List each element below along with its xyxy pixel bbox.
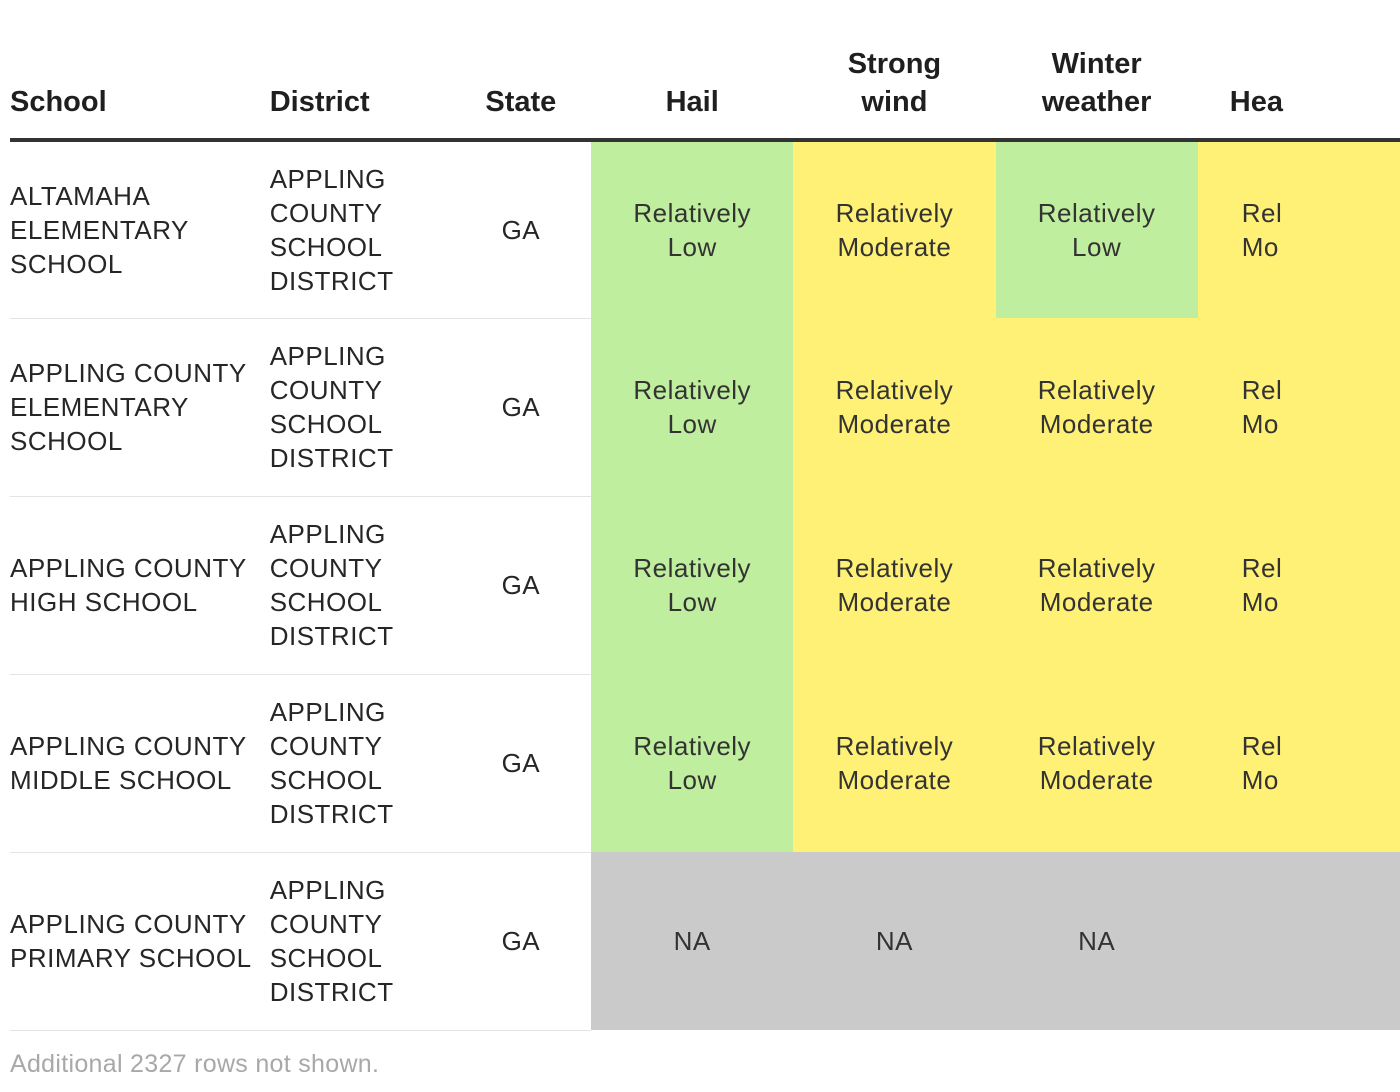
cell-winter-weather: Relatively Moderate: [996, 318, 1198, 496]
header-school[interactable]: School: [10, 40, 270, 140]
rows-not-shown-note: Additional 2327 rows not shown.: [10, 1050, 380, 1078]
header-strong-wind[interactable]: Strong wind: [793, 40, 995, 140]
risk-table: [10, 40, 1400, 1031]
cell-winter-weather: NA: [996, 852, 1198, 1030]
table-row: [10, 674, 1400, 852]
cell-school: APPLING COUNTY MIDDLE SCHOOL: [10, 674, 270, 852]
table-row: [10, 852, 1400, 1030]
table-row: [10, 318, 1400, 496]
cell-strong-wind: Relatively Moderate: [793, 496, 995, 674]
table-row: [10, 496, 1400, 674]
cell-state: GA: [451, 140, 591, 318]
cell-winter-weather: Relatively Moderate: [996, 674, 1198, 852]
cell-district: APPLING COUNTY SCHOOL DISTRICT: [270, 140, 451, 318]
cell-district: APPLING COUNTY SCHOOL DISTRICT: [270, 674, 451, 852]
header-winter-weather[interactable]: Winter weather: [996, 40, 1198, 140]
cell-hail: Relatively Low: [591, 140, 793, 318]
cell-heat: Rel Mo: [1198, 496, 1400, 674]
cell-district: APPLING COUNTY SCHOOL DISTRICT: [270, 318, 451, 496]
cell-school: APPLING COUNTY PRIMARY SCHOOL: [10, 852, 270, 1030]
cell-school: APPLING COUNTY ELEMENTARY SCHOOL: [10, 318, 270, 496]
cell-heat: Rel Mo: [1198, 140, 1400, 318]
header-state[interactable]: State: [451, 40, 591, 140]
table-row: [10, 140, 1400, 318]
cell-state: GA: [451, 674, 591, 852]
header-row: [10, 40, 1400, 140]
table-viewport[interactable]: [10, 0, 1283, 1092]
cell-winter-weather: Relatively Low: [996, 140, 1198, 318]
cell-strong-wind: Relatively Moderate: [793, 140, 995, 318]
cell-strong-wind: Relatively Moderate: [793, 318, 995, 496]
cell-district: APPLING COUNTY SCHOOL DISTRICT: [270, 852, 451, 1030]
cell-state: GA: [451, 852, 591, 1030]
cell-strong-wind: Relatively Moderate: [793, 674, 995, 852]
cell-state: GA: [451, 496, 591, 674]
cell-hail: Relatively Low: [591, 674, 793, 852]
cell-winter-weather: Relatively Moderate: [996, 496, 1198, 674]
cell-hail: NA: [591, 852, 793, 1030]
header-district[interactable]: District: [270, 40, 451, 140]
cell-school: APPLING COUNTY HIGH SCHOOL: [10, 496, 270, 674]
cell-school: ALTAMAHA ELEMENTARY SCHOOL: [10, 140, 270, 318]
cell-heat: Rel Mo: [1198, 318, 1400, 496]
cell-state: GA: [451, 318, 591, 496]
cell-heat: Rel Mo: [1198, 674, 1400, 852]
cell-district: APPLING COUNTY SCHOOL DISTRICT: [270, 496, 451, 674]
cell-heat: [1198, 852, 1400, 1030]
cell-strong-wind: NA: [793, 852, 995, 1030]
cell-hail: Relatively Low: [591, 318, 793, 496]
cell-hail: Relatively Low: [591, 496, 793, 674]
header-heat[interactable]: Hea: [1198, 40, 1400, 140]
header-hail[interactable]: Hail: [591, 40, 793, 140]
